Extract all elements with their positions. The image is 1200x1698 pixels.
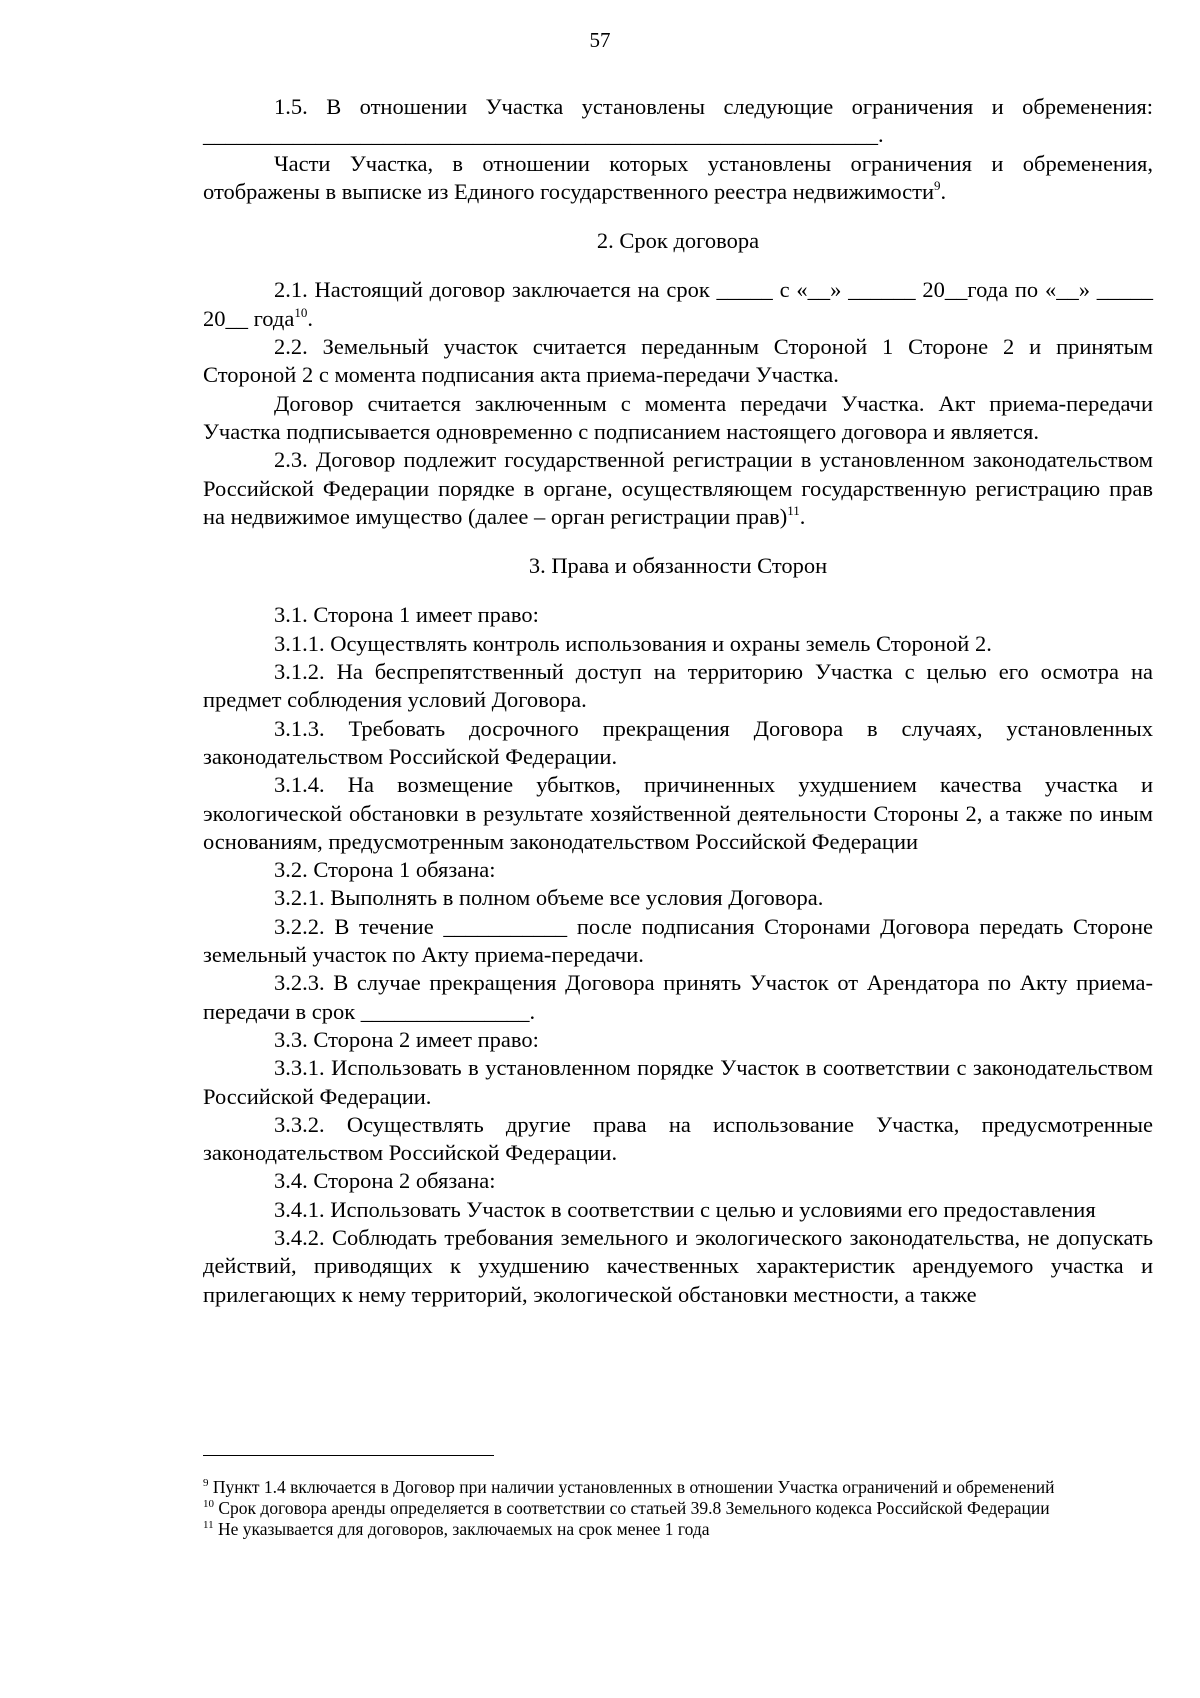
- clause-3-1-1: 3.1.1. Осуществлять контроль использования и охраны земель Стороной 2.: [274, 630, 992, 656]
- footnote-text: Не указывается для договоров, заключаемых на срок менее 1 года: [217, 1519, 710, 1539]
- clause-3-3-1: 3.3.1. Использовать в установленном порядке Участок в соответствии с законодательством Российской Федерации.: [203, 1055, 1153, 1109]
- footnote-mark: 10: [203, 1498, 214, 1510]
- clause-3-1: 3.1. Сторона 1 имеет право:: [274, 602, 539, 628]
- clause-3-2: 3.2. Сторона 1 обязана:: [274, 857, 496, 883]
- section-heading-3: 3. Права и обязанности Сторон: [528, 553, 828, 579]
- clause-3-3-2: 3.3.2. Осуществлять другие права на использование Участка, предусмотренные законодательством Российской Федерации.: [203, 1111, 1153, 1166]
- page-number: 57: [589, 28, 611, 52]
- clause-2-3-text: 2.3. Договор подлежит государственной регистрации в установленном законодательством Российской Федерации порядке в органе, осуществляющем государственную регистрацию прав на недвижимое имущество (далее – орган регистрации прав): [203, 447, 1153, 529]
- footnote-mark: 9: [203, 1477, 209, 1489]
- clause-3-1-2: 3.1.2. На беспрепятственный доступ на территорию Участка с целью его осмотра на предмет соблюдения условий Договора.: [203, 659, 1153, 713]
- footnote-text: Пункт 1.4 включается в Договор при наличии установленных в отношении Участка ограничений и обременений: [212, 1477, 1055, 1497]
- footnote-ref-9[interactable]: 9: [934, 177, 941, 193]
- clause-2-2-contract: Договор считается заключенным с момента передачи Участка. Акт приема-передачи Участка подписывается одновременно с подписанием настоящего договора и является.: [203, 390, 1153, 444]
- footnote-mark: 11: [203, 1519, 214, 1531]
- clause-2-2: 2.2. Земельный участок считается переданным Стороной 1 Стороне 2 и принятым Стороной 2 с момента подписания акта приема-передачи Участка.: [203, 334, 1153, 388]
- clause-2-3: 2.3. Договор подлежит государственной регистрации в установленном законодательством Российской Федерации порядке в органе, осуществляющем государственную регистрацию прав на недвижимое имущество (далее – орган регистрации прав)$^{11}$.: [203, 447, 1153, 529]
- clause-3-4: 3.4. Сторона 2 обязана:: [274, 1168, 496, 1194]
- clause-2-1: 2.1. Настоящий договор заключается на срок _____ с «__» ______ 20__года по «__» _____ 20__ года$^{10}$.: [203, 277, 1153, 331]
- clause-1-5: 1.5. В отношении Участка установлены следующие ограничения и обременения: ____________________________________________________________.: [203, 94, 1153, 148]
- clause-2-1-text: 2.1. Настоящий договор заключается на срок _____ с «__» ______ 20__года по «__» _____ 20__ года: [203, 277, 1153, 331]
- footnote-10: [203, 1498, 1103, 1519]
- footnote-ref-10[interactable]: 10: [294, 304, 308, 320]
- clause-3-3: 3.3. Сторона 2 имеет право:: [274, 1026, 539, 1052]
- clause-3-4-2: 3.4.2. Соблюдать требования земельного и экологического законодательства, не допускать действий, приводящих к ухудшению качественных характеристик арендуемого участка и прилегающих к нему территорий, экологической обстановки местности, а также: [203, 1224, 1153, 1307]
- footnote-ref-11[interactable]: 11: [787, 502, 800, 518]
- footnotes: [203, 1477, 1103, 1540]
- footnote-text: Срок договора аренды определяется в соответствии со статьей 39.8 Земельного кодекса Российской Федерации: [218, 1498, 1050, 1518]
- clause-3-2-3: 3.2.3. В случае прекращения Договора принять Участок от Арендатора по Акту приема-передачи в срок _______________.: [203, 970, 1153, 1024]
- footnote-11: [203, 1519, 1103, 1540]
- clause-1-5-parts-text: Части Участка, в отношении которых установлены ограничения и обременения, отображены в выписке из Единого государственного реестра недвижимости: [203, 150, 1153, 204]
- footnote-9: [203, 1477, 1103, 1498]
- clause-1-5-parts: Части Участка, в отношении которых установлены ограничения и обременения, отображены в выписке из Единого государственного реестра недвижимости$^9$.: [203, 150, 1153, 204]
- footnote-separator: [203, 1455, 494, 1456]
- clause-3-1-4: 3.1.4. На возмещение убытков, причиненных ухудшением качества участка и экологической обстановки в результате хозяйственной деятельности Стороны 2, а также по иным основаниям, предусмотренным законодательством Российской Федерации: [203, 772, 1153, 854]
- clause-3-1-3: 3.1.3. Требовать досрочного прекращения Договора в случаях, установленных законодательством Российской Федерации.: [203, 715, 1153, 769]
- document-body: [203, 93, 1153, 1309]
- clause-3-2-1: 3.2.1. Выполнять в полном объеме все условия Договора.: [274, 885, 824, 911]
- clause-3-2-2: 3.2.2. В течение ___________ после подписания Сторонами Договора передать Стороне земельный участок по Акту приема-передачи.: [203, 913, 1153, 968]
- clause-3-4-1: 3.4.1. Использовать Участок в соответствии с целью и условиями его предоставления: [274, 1196, 1096, 1222]
- section-heading-2: 2. Срок договора: [596, 228, 760, 254]
